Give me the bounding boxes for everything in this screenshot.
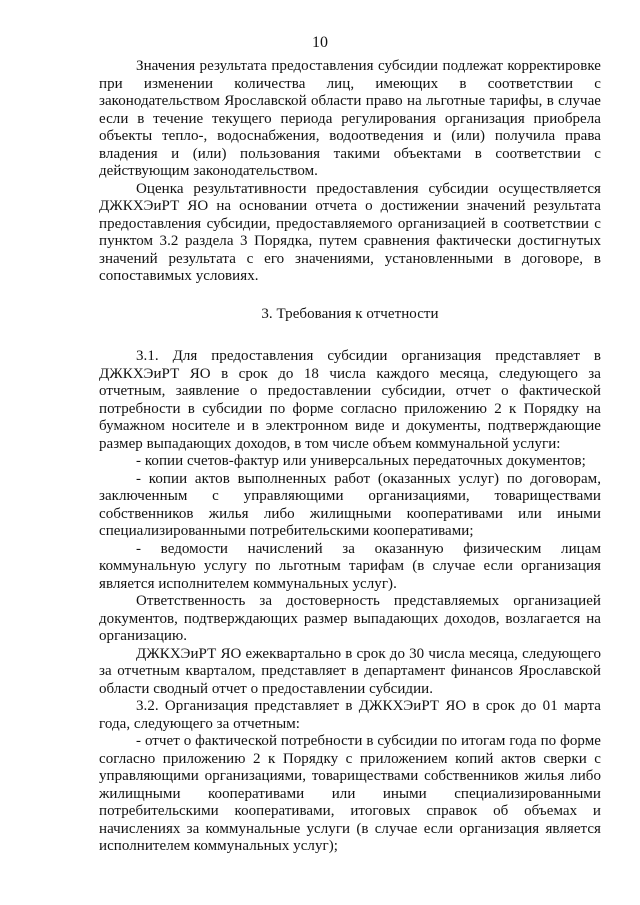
list-item-invoices: - копии счетов-фактур или универсальных передаточных документов; (136, 453, 586, 469)
list-item-acts: - копии актов выполненных работ (оказанных услуг) по договорам, заключенным с управляющими организациями, товариществами собственников жилья либо жилищными кооперативами или иными специализированными потребительскими кооперативами; (99, 470, 601, 539)
paragraph-3-1: 3.1. Для предоставления субсидии организация представляет в ДЖКХЭиРТ ЯО в срок до 18 числа каждого месяца, следующего за отчетным, заявление о предоставлении субсидии, отчет о фактической потребности в субсидии по форме согласно приложению 2 к Порядку на бумажном носителе и в электронном виде и документы, подтверждающие размер выпадающих доходов, в том числе объем коммунальной услуги: (99, 348, 601, 452)
paragraph-responsibility: Ответственность за достоверность представляемых организацией документов, подтверждающих размер выпадающих доходов, возлагается на организацию. (99, 593, 601, 644)
document-body (99, 58, 601, 856)
paragraph-quarterly-report: ДЖКХЭиРТ ЯО ежеквартально в срок до 30 числа месяца, следующего за отчетным кварталом, представляет в департамент финансов Ярославской области сводный отчет о предоставлении субсидии. (99, 645, 601, 697)
section-title: 3. Требования к отчетности (261, 305, 439, 322)
paragraph-3-2: 3.2. Организация представляет в ДЖКХЭиРТ ЯО в срок до 01 марта года, следующего за отчетным: (99, 698, 601, 732)
list-item-statements: - ведомости начислений за оказанную физическим лицам коммунальную услугу по льготным тарифам (в случае если организация является исполнителем коммунальных услуг). (99, 540, 601, 592)
paragraph-result-adjustment: Значения результата предоставления субсидии подлежат корректировке при изменении количества лиц, имеющих в соответствии с законодательством Ярославской области право на льготные тарифы, в случае если в течение текущего периода регулирования организация приобрела объекты тепло-, водоснабжения, водоотведения и (или) получила права владения и (или) пользования такими объектами в соответствии с действующим законодательством. (99, 58, 601, 179)
list-item-annual-report: - отчет о фактической потребности в субсидии по итогам года по форме согласно приложению 2 к Порядку с приложением копий актов сверки с управляющими организациями, товариществами собственников жилья либо жилищными кооперативами или иными специализированными потребительскими кооперативами, итоговых справок об объемах и начислениях за коммунальные услуги (в случае если организация является исполнителем коммунальных услуг); (99, 733, 601, 854)
paragraph-result-evaluation: Оценка результативности предоставления субсидии осуществляется ДЖКХЭиРТ ЯО на основании отчета о достижении значений результата предоставления субсидии, предоставляемого организацией в соответствии с пунктом 3.2 раздела 3 Порядка, путем сравнения фактически достигнутых значений результата с его значениями, установленными в договоре, в сопоставимых условиях. (99, 180, 601, 284)
page-number: 10 (312, 34, 328, 51)
